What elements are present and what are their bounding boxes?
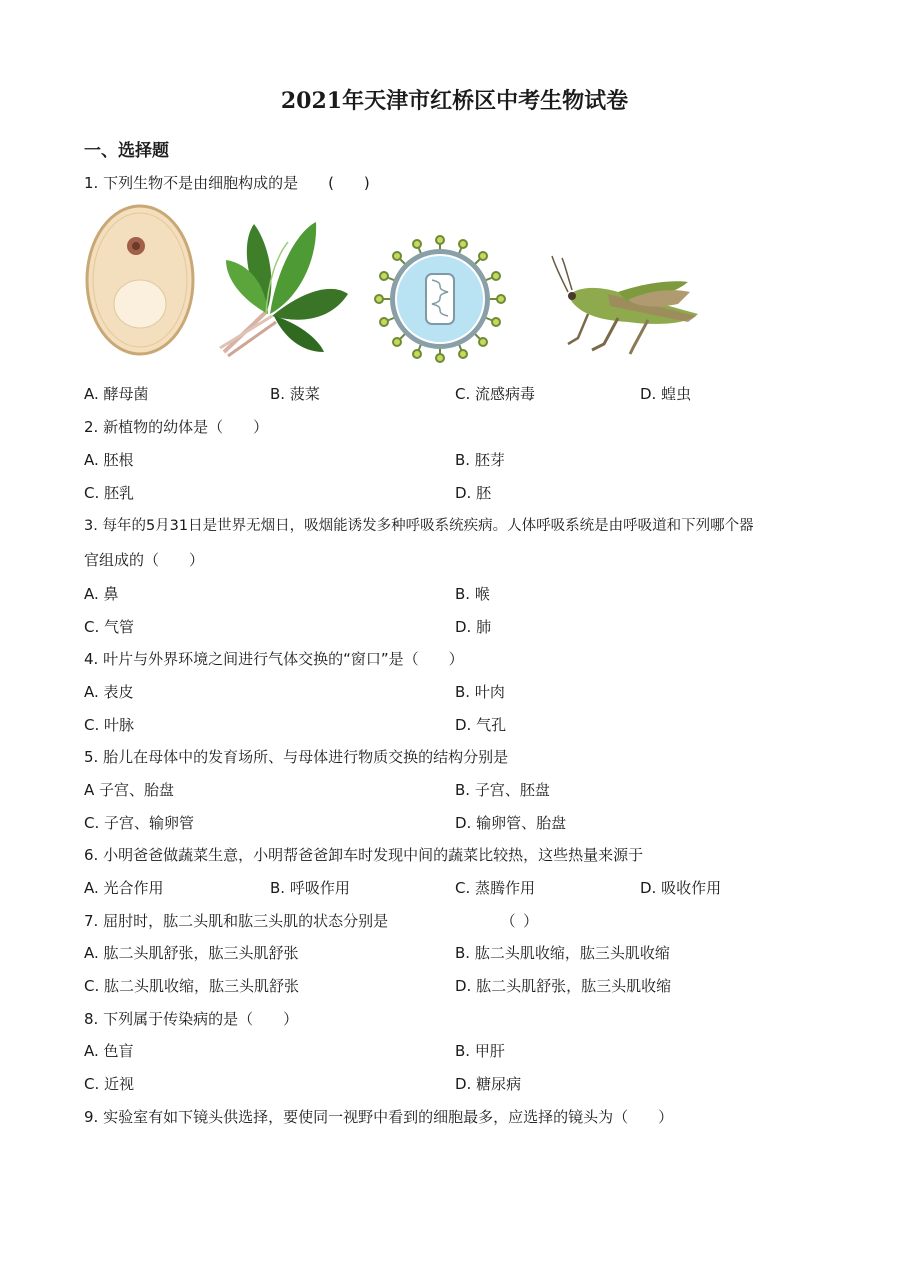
question-1-stem: 1. 下列生物不是由细胞构成的是 ( ): [84, 174, 370, 192]
question-4-option-a[interactable]: A. 表皮: [84, 683, 134, 701]
question-5-option-a[interactable]: A 子宫、胎盘: [84, 781, 175, 799]
question-2-option-b[interactable]: B. 胚芽: [455, 451, 505, 469]
influenza-virus-icon: [372, 234, 508, 364]
question-8-option-a[interactable]: A. 色盲: [84, 1042, 134, 1060]
question-5-option-d[interactable]: D. 输卵管、胎盘: [455, 814, 567, 832]
spinach-icon: [206, 202, 351, 360]
question-2-option-c[interactable]: C. 胚乳: [84, 484, 135, 502]
question-1-option-c[interactable]: C. 流感病毒: [455, 385, 536, 403]
question-2-stem: 2. 新植物的幼体是（ ）: [84, 418, 269, 436]
question-3-option-b[interactable]: B. 喉: [455, 585, 490, 603]
question-7-option-c[interactable]: C. 肱二头肌收缩，肱三头肌舒张: [84, 977, 300, 995]
question-3-stem-line2: 官组成的（ ）: [84, 551, 205, 569]
question-2-option-d[interactable]: D. 胚: [455, 484, 492, 502]
question-7-option-b[interactable]: B. 肱二头肌收缩，肱三头肌收缩: [455, 944, 670, 962]
question-3-option-a[interactable]: A. 鼻: [84, 585, 119, 603]
question-6-option-c[interactable]: C. 蒸腾作用: [455, 879, 536, 897]
question-1-option-b[interactable]: B. 菠菜: [270, 385, 320, 403]
section-heading: 一、选择题: [84, 141, 169, 161]
question-3-stem-line1: 3. 每年的5月31日是世界无烟日，吸烟能诱发多种呼吸系统疾病。人体呼吸系统是由呼吸道和下列哪个器: [84, 518, 754, 534]
question-6-option-b[interactable]: B. 呼吸作用: [270, 879, 350, 897]
question-7-option-d[interactable]: D. 肱二头肌舒张，肱三头肌收缩: [455, 977, 672, 995]
question-8-option-b[interactable]: B. 甲肝: [455, 1042, 505, 1060]
question-8-option-c[interactable]: C. 近视: [84, 1075, 135, 1093]
question-3-option-d[interactable]: D. 肺: [455, 618, 492, 636]
question-6-stem: 6. 小明爸爸做蔬菜生意，小明帮爸爸卸车时发现中间的蔬菜比较热，这些热量来源于: [84, 846, 644, 864]
question-6-option-a[interactable]: A. 光合作用: [84, 879, 164, 897]
yeast-cell-icon: [84, 202, 196, 358]
question-7-stem: 7. 屈肘时，肱二头肌和肱三头肌的状态分别是 （ ）: [84, 912, 539, 930]
question-4-option-b[interactable]: B. 叶肉: [455, 683, 505, 701]
question-4-option-c[interactable]: C. 叶脉: [84, 716, 135, 734]
question-1-option-a[interactable]: A. 酵母菌: [84, 385, 149, 403]
question-3-option-c[interactable]: C. 气管: [84, 618, 135, 636]
question-1-option-d[interactable]: D. 蝗虫: [640, 385, 692, 403]
exam-title: 2021年天津市红桥区中考生物试卷: [280, 88, 629, 114]
question-5-option-c[interactable]: C. 子宫、输卵管: [84, 814, 195, 832]
question-8-option-d[interactable]: D. 糖尿病: [455, 1075, 522, 1093]
question-4-option-d[interactable]: D. 气孔: [455, 716, 507, 734]
question-6-option-d[interactable]: D. 吸收作用: [640, 879, 722, 897]
question-5-option-b[interactable]: B. 子宫、胚盘: [455, 781, 550, 799]
question-4-stem: 4. 叶片与外界环境之间进行气体交换的“窗口”是（ ）: [84, 650, 464, 668]
question-9-stem: 9. 实验室有如下镜头供选择，要使同一视野中看到的细胞最多，应选择的镜头为（ ）: [84, 1108, 674, 1126]
question-7-option-a[interactable]: A. 肱二头肌舒张，肱三头肌舒张: [84, 944, 299, 962]
grasshopper-icon: [548, 252, 708, 356]
question-2-option-a[interactable]: A. 胚根: [84, 451, 134, 469]
question-8-stem: 8. 下列属于传染病的是（ ）: [84, 1010, 299, 1028]
question-5-stem: 5. 胎儿在母体中的发育场所、与母体进行物质交换的结构分别是: [84, 748, 509, 766]
